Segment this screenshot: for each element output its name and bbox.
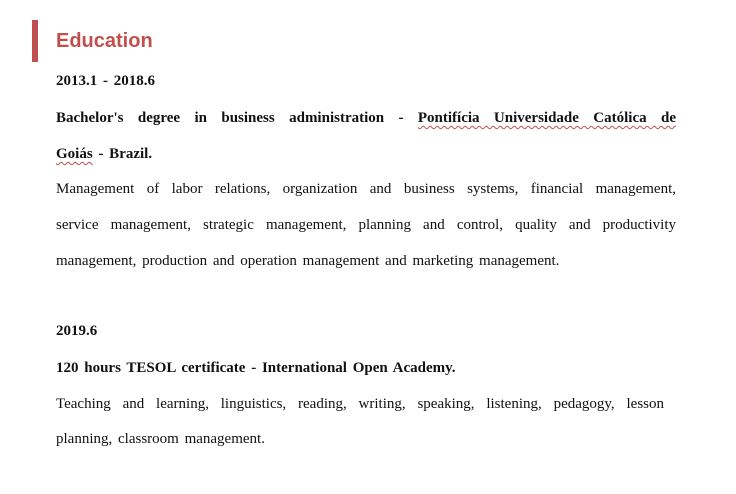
degree-title: Bachelor's degree in business administration - [56, 110, 418, 126]
description-line: planning, classroom management. [56, 431, 265, 447]
section-title: Education [56, 30, 153, 52]
entry-date: 2013.1 - 2018.6 [56, 73, 155, 89]
description-line: Teaching and learning, linguistics, reading, writing, speaking, listening, pedagogy, lesson [56, 396, 664, 412]
description-line: management, production and operation management and marketing management. [56, 253, 560, 269]
entry-degree-line-1 [56, 109, 676, 127]
degree-location: - Brazil. [92, 146, 153, 162]
entry-degree: 120 hours TESOL certificate - International Open Academy. [56, 360, 456, 376]
institution-name-continued: Goiás [56, 146, 93, 162]
entry-degree-line-2 [56, 145, 676, 163]
description-line: Management of labor relations, organization and business systems, financial management, [56, 181, 676, 197]
institution-name: Pontifícia Universidade Católica de [417, 110, 677, 126]
description-line: service management, strategic management, planning and control, quality and productivity [56, 217, 676, 233]
section-accent-bar [32, 20, 38, 62]
entry-date: 2019.6 [56, 323, 98, 339]
